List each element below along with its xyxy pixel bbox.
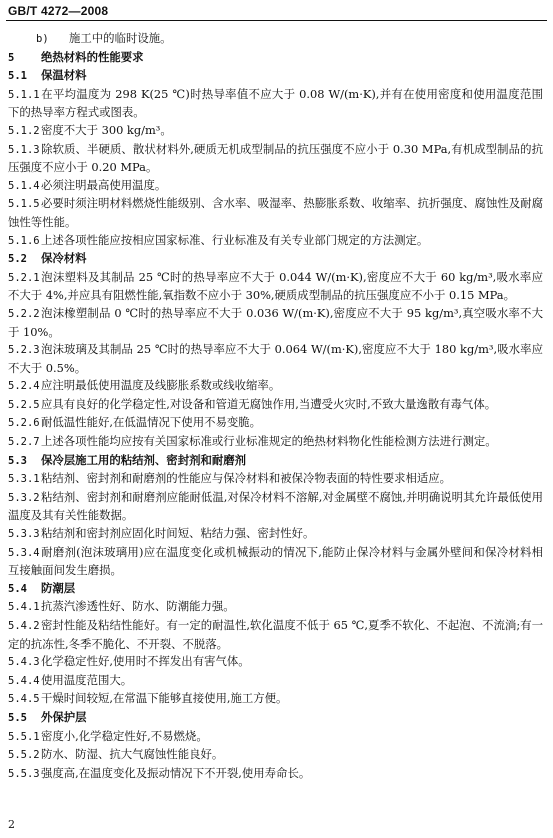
clause-number: 5.1.3 (8, 143, 40, 156)
section-heading (8, 250, 543, 269)
clause-text: 保冷材料 (41, 251, 87, 266)
clause-text: 绝热材料的性能要求 (41, 49, 144, 64)
section-heading (8, 49, 543, 68)
clause-number: 5.3 (8, 454, 27, 467)
clause-text: 必须注明最高使用温度。 (41, 177, 167, 192)
section-heading (8, 67, 543, 86)
clause-number: 5.2.5 (8, 398, 40, 411)
clause-text: 泡沫塑料及其制品 25 ℃时的热导率应不大于 0.044 W/(m·K),密度应不大于 60 kg/m³,吸水率应不大于 4%,并应具有阻燃性能,氧指数不应小于 30%,硬质成型制品的抗压强度应不小于 0.15 MPa。 (8, 269, 543, 303)
clause-paragraph (8, 470, 543, 489)
clause-text: 泡沫橡塑制品 0 ℃时的热导率应不大于 0.036 W/(m·K),密度应不大于 95 kg/m³,真空吸水率不大于 10%。 (8, 305, 543, 339)
clause-number: 5.5.1 (8, 730, 40, 743)
clause-text: 防水、防湿、抗大气腐蚀性能良好。 (41, 747, 224, 762)
clause-text: 强度高,在温度变化及振动情况下不开裂,使用寿命长。 (41, 765, 311, 780)
clause-paragraph (8, 232, 543, 251)
clause-text: 耐低温性能好,在低温情况下使用不易变脆。 (41, 415, 262, 430)
clause-paragraph (8, 414, 543, 433)
clause-paragraph (8, 195, 543, 231)
clause-number: 5.4.1 (8, 601, 40, 614)
clause-paragraph (8, 396, 543, 415)
clause-text: 泡沫玻璃及其制品 25 ℃时的热导率应不大于 0.064 W/(m·K),密度应不大于 180 kg/m³,吸水率应不大于 0.5%。 (8, 342, 543, 375)
clause-text: 密封性能及粘结性能好。有一定的耐温性,软化温度不低于 65 ℃,夏季不软化、不起泡、不流淌;有一定的抗冻性,冬季不脆化、不开裂、不脱落。 (8, 618, 543, 651)
clause-paragraph (8, 672, 543, 691)
clause-number: 5.5 (8, 711, 27, 724)
clause-paragraph (8, 525, 543, 544)
clause-text: 应具有良好的化学稳定性,对设备和管道无腐蚀作用,当遭受火灾时,不致大量逸散有毒气体。 (41, 396, 497, 411)
clause-paragraph (8, 177, 543, 196)
document-body (8, 30, 543, 783)
clause-number: 5.2.7 (8, 436, 40, 449)
clause-paragraph (8, 122, 543, 141)
page-number: 2 (8, 818, 15, 831)
clause-text: 使用温度范围大。 (41, 672, 133, 687)
clause-number: 5.3.4 (8, 546, 40, 559)
clause-text: 防潮层 (41, 580, 76, 595)
section-heading (8, 452, 543, 471)
clause-paragraph (8, 598, 543, 617)
clause-number: 5.4.3 (8, 656, 40, 669)
clause-paragraph (8, 341, 543, 377)
clause-number: 5.2 (8, 253, 27, 266)
clause-paragraph (8, 377, 543, 396)
clause-number: 5.1.5 (8, 198, 40, 211)
clause-text: 耐磨剂(泡沫玻璃用)应在温度变化或机械振动的情况下,能防止保冷材料与金属外壁间和保冷材料相互接触面间发生磨损。 (8, 544, 543, 578)
clause-text: 保冷层施工用的粘结剂、密封剂和耐磨剂 (41, 452, 247, 467)
clause-number: 5.2.2 (8, 307, 40, 320)
clause-number: 5.1.6 (8, 234, 40, 247)
clause-text: 干燥时间较短,在常温下能够直接使用,施工方便。 (41, 691, 288, 706)
clause-paragraph (8, 690, 543, 709)
clause-text: 在平均温度为 298 K(25 ℃)时热导率值不应大于 0.08 W/(m·K),并有在使用密度和使用温度范围下的热导率方程式或图表。 (8, 86, 543, 120)
clause-text: 应注明最低使用温度及线膨胀系数或线收缩率。 (41, 378, 281, 393)
clause-text: 粘结剂、密封剂和耐磨剂应能耐低温,对保冷材料不溶解,对金属壁不腐蚀,并明确说明其允许最低使用温度及其有关性能数据。 (8, 489, 543, 523)
clause-number: 5.2.4 (8, 380, 40, 393)
clause-number: b) (36, 33, 49, 45)
clause-text: 粘结剂、密封剂和耐磨剂的性能应与保冷材料和被保冷物表面的特性要求相适应。 (41, 471, 452, 486)
clause-number: 5.4.5 (8, 693, 40, 706)
clause-paragraph (8, 746, 543, 765)
clause-paragraph (8, 86, 543, 122)
clause-number: 5.2.1 (8, 271, 40, 284)
clause-paragraph (8, 544, 543, 580)
clause-number: 5.1 (8, 70, 27, 83)
clause-text: 必要时须注明材料燃烧性能级别、含水率、吸湿率、热膨胀系数、收缩率、抗折强度、腐蚀性及耐腐蚀性等性能。 (8, 196, 543, 229)
clause-number: 5.2.3 (8, 344, 40, 357)
clause-text: 施工中的临时设施。 (69, 31, 172, 45)
clause-number: 5.3.2 (8, 491, 40, 504)
clause-text: 外保护层 (41, 709, 87, 724)
section-heading (8, 580, 543, 599)
clause-paragraph (8, 489, 543, 525)
clause-paragraph (8, 653, 543, 672)
clause-number: 5.5.3 (8, 767, 40, 780)
clause-text: 上述各项性能均应按有关国家标准或行业标准规定的绝热材料物化性能检测方法进行测定。 (41, 434, 497, 449)
clause-number: 5.4.2 (8, 620, 40, 632)
clause-text: 保温材料 (41, 68, 87, 83)
clause-text: 密度不大于 300 kg/m³。 (41, 122, 172, 137)
clause-text: 粘结剂和密封剂应固化时间短、粘结力强、密封性好。 (41, 526, 315, 541)
clause-number: 5.4.4 (8, 674, 40, 687)
document-header: GB/T 4272—2008 (8, 4, 109, 18)
clause-text: 密度小,化学稳定性好,不易燃烧。 (41, 728, 208, 743)
clause-paragraph (8, 765, 543, 784)
clause-number: 5 (8, 51, 15, 64)
clause-text: 除软质、半硬质、散状材料外,硬质无机成型制品的抗压强度不应小于 0.30 MPa,有机成型制品的抗压强度不应小于 0.20 MPa。 (8, 141, 543, 175)
clause-paragraph (8, 305, 543, 341)
clause-number: 5.1.2 (8, 124, 40, 137)
clause-paragraph (8, 433, 543, 452)
header-rule (6, 20, 547, 21)
clause-paragraph (8, 141, 543, 177)
clause-paragraph (8, 269, 543, 305)
clause-text: 抗蒸汽渗透性好、防水、防潮能力强。 (41, 599, 235, 614)
clause-number: 5.1.1 (8, 88, 40, 101)
section-heading (8, 709, 543, 728)
clause-number: 5.3.1 (8, 473, 40, 486)
clause-text: 上述各项性能应按相应国家标准、行业标准及有关专业部门规定的方法测定。 (41, 232, 429, 247)
clause-paragraph (8, 728, 543, 747)
clause-number: 5.5.2 (8, 749, 40, 762)
clause-number: 5.1.4 (8, 179, 40, 192)
clause-text: 化学稳定性好,使用时不挥发出有害气体。 (41, 654, 250, 669)
clause-number: 5.2.6 (8, 417, 40, 430)
list-item (8, 30, 543, 49)
clause-number: 5.3.3 (8, 528, 40, 541)
clause-number: 5.4 (8, 582, 27, 595)
clause-paragraph (8, 617, 543, 653)
